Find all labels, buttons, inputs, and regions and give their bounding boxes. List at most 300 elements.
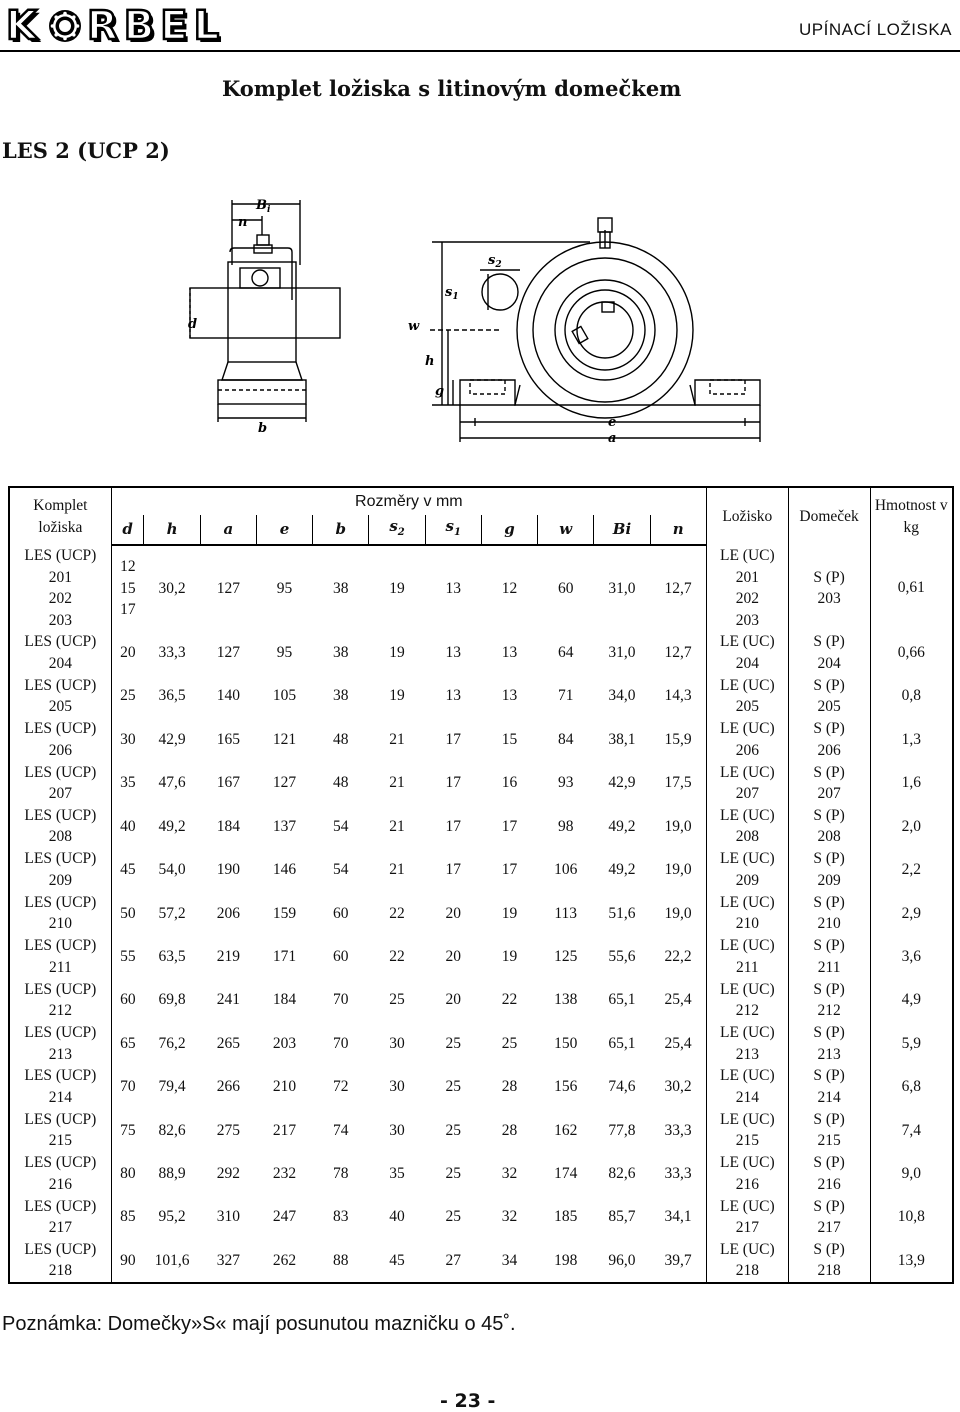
- cell-n: 25,4: [650, 1022, 706, 1065]
- cell-lozisko-line: 206: [735, 741, 759, 759]
- table-row: [9, 1109, 953, 1152]
- cell-h: 57,2: [158, 904, 186, 922]
- cell-g: 17: [501, 817, 518, 835]
- cell-h: 76,2: [158, 1034, 186, 1052]
- page-title: Komplet ložiska s litinovým domečkem: [222, 76, 682, 101]
- cell-a: 241: [216, 991, 240, 1009]
- cell-d: [111, 978, 144, 1021]
- cell-hmotnost: 2,2: [870, 848, 953, 891]
- cell-e: 184: [272, 991, 297, 1009]
- cell-w: 125: [554, 947, 578, 965]
- cell-a: 219: [216, 947, 240, 965]
- cell-n: 33,3: [650, 1152, 706, 1195]
- cell-s2: 22: [389, 904, 405, 922]
- cell-lozisko: [706, 761, 788, 804]
- cell-domecek-line: 217: [817, 1219, 841, 1237]
- cell-komplet: [9, 545, 111, 631]
- cell-domecek-line: 212: [817, 1002, 841, 1020]
- cell-n: 15,9: [650, 718, 706, 761]
- cell-lozisko-line: LE (UC): [719, 676, 775, 694]
- cell-d: [111, 674, 144, 717]
- cell-domecek-line: 206: [817, 741, 841, 759]
- cell-komplet-line: LES (UCP): [24, 893, 97, 911]
- header-domecek: Domeček: [788, 487, 870, 545]
- cell-d-line: 70: [120, 1078, 136, 1096]
- cell-d: [111, 1239, 144, 1283]
- cell-a: 127: [216, 579, 240, 597]
- cell-e: 105: [272, 687, 297, 705]
- cell-lozisko-line: 214: [735, 1088, 759, 1106]
- cell-hmotnost: 2,9: [870, 892, 953, 935]
- cell-komplet: [9, 1239, 111, 1283]
- cell-s1: 25: [445, 1078, 461, 1096]
- cell-lozisko-line: 204: [735, 654, 759, 672]
- cell-komplet-line: LES (UCP): [24, 980, 97, 998]
- cell-domecek: [788, 761, 870, 804]
- cell-w: 106: [554, 861, 578, 879]
- cell-s1: 20: [445, 991, 461, 1009]
- cell-b: 38: [333, 579, 349, 597]
- cell-h: 69,8: [158, 991, 186, 1009]
- table-row: [9, 1239, 953, 1283]
- cell-e: 203: [272, 1034, 297, 1052]
- cell-w: 174: [554, 1165, 578, 1183]
- cell-s2: 30: [389, 1078, 405, 1096]
- cell-komplet-line: 203: [48, 611, 72, 629]
- cell-d: [111, 718, 144, 761]
- cell-g: 19: [501, 904, 518, 922]
- cell-d-line: 75: [120, 1121, 136, 1139]
- table-row: [9, 848, 953, 891]
- cell-a: 165: [216, 730, 240, 748]
- label-g: g: [435, 384, 445, 399]
- cell-lozisko-line: 215: [735, 1132, 759, 1150]
- cell-d-line: 17: [120, 601, 136, 619]
- cell-s2: 19: [389, 644, 405, 661]
- cell-s2: 30: [389, 1034, 405, 1052]
- cell-h: 82,6: [158, 1121, 186, 1139]
- header-dim-s2: $s_2$: [369, 515, 425, 545]
- cell-g: 16: [501, 774, 518, 792]
- cell-domecek-line: S (P): [813, 937, 845, 955]
- cell-d: [111, 631, 144, 674]
- cell-g: 13: [501, 644, 518, 661]
- cell-w: 185: [554, 1208, 578, 1226]
- cell-Bi: 82,6: [608, 1165, 636, 1183]
- cell-komplet-line: 208: [48, 828, 72, 846]
- cell-lozisko-line: 208: [735, 828, 759, 846]
- cell-d-line: 30: [120, 730, 136, 748]
- cell-lozisko-line: LE (UC): [719, 893, 775, 911]
- cell-b: 70: [333, 991, 349, 1009]
- cell-komplet-line: 212: [48, 1002, 72, 1020]
- cell-Bi: 74,6: [608, 1078, 636, 1096]
- cell-g: 17: [501, 861, 518, 879]
- cell-a: 190: [216, 861, 240, 879]
- header-rozmery: Rozměry v mm: [111, 487, 706, 515]
- cell-d-line: 90: [120, 1251, 136, 1269]
- cell-h: 49,2: [158, 817, 186, 835]
- cell-hmotnost: 9,0: [870, 1152, 953, 1195]
- cell-b: 74: [333, 1121, 349, 1139]
- cell-lozisko: [706, 631, 788, 674]
- cell-lozisko: [706, 1109, 788, 1152]
- footnote: Poznámka: Domečky»S« mají posunutou mazničku o 45˚.: [2, 1313, 516, 1335]
- cell-e: 137: [272, 817, 297, 835]
- cell-Bi: 34,0: [608, 687, 636, 705]
- cell-s1: 25: [445, 1121, 461, 1139]
- cell-domecek: [788, 805, 870, 848]
- cell-komplet: [9, 1022, 111, 1065]
- cell-domecek-line: 208: [817, 828, 841, 846]
- cell-g: 34: [501, 1251, 518, 1269]
- cell-b: 54: [333, 817, 349, 835]
- cell-s2: 19: [389, 579, 405, 597]
- cell-lozisko: [706, 545, 788, 631]
- cell-lozisko: [706, 892, 788, 935]
- cell-d: [111, 848, 144, 891]
- cell-domecek-line: 205: [817, 698, 841, 716]
- cell-komplet-line: 209: [48, 871, 72, 889]
- cell-lozisko: [706, 805, 788, 848]
- header-rule: [0, 50, 960, 52]
- korbel-logo: K RBEL: [6, 3, 226, 49]
- cell-komplet-line: 202: [48, 590, 72, 608]
- cell-s2: 40: [389, 1208, 405, 1226]
- cell-d-line: 15: [120, 579, 136, 597]
- cell-komplet-line: 205: [48, 698, 72, 716]
- cell-komplet-line: 216: [48, 1175, 72, 1193]
- cell-domecek: [788, 545, 870, 631]
- cell-komplet: [9, 718, 111, 761]
- table-row: [9, 805, 953, 848]
- cell-komplet-line: LES (UCP): [24, 850, 97, 868]
- cell-Bi: 96,0: [608, 1251, 636, 1269]
- cell-h: 95,2: [158, 1208, 186, 1226]
- cell-d: [111, 1022, 144, 1065]
- header-dim-b: b: [313, 515, 369, 545]
- cell-s1: 17: [445, 730, 461, 748]
- cell-lozisko: [706, 978, 788, 1021]
- table-row: [9, 1196, 953, 1239]
- cell-w: 138: [554, 991, 578, 1009]
- cell-domecek-line: S (P): [813, 893, 845, 911]
- cell-a: 327: [216, 1251, 240, 1269]
- cell-komplet: [9, 805, 111, 848]
- table-row: [9, 892, 953, 935]
- table-row: [9, 935, 953, 978]
- cell-d-line: 55: [120, 947, 136, 965]
- cell-s2: 21: [389, 817, 405, 835]
- cell-domecek-line: 203: [817, 590, 841, 608]
- cell-s2: 19: [389, 687, 405, 705]
- page-number: - 23 -: [440, 1390, 496, 1412]
- label-n: n: [238, 215, 248, 230]
- cell-domecek-line: 207: [817, 785, 841, 803]
- cell-Bi: 51,6: [608, 904, 636, 922]
- cell-lozisko-line: 218: [735, 1262, 759, 1280]
- cell-Bi: 55,6: [608, 947, 636, 965]
- cell-lozisko-line: 210: [735, 915, 759, 933]
- cell-Bi: 42,9: [608, 774, 636, 792]
- cell-domecek: [788, 718, 870, 761]
- cell-g: 32: [501, 1208, 518, 1226]
- cell-w: 156: [554, 1078, 578, 1096]
- label-s2: $s_2$: [488, 253, 502, 270]
- cell-komplet: [9, 674, 111, 717]
- cell-n: 19,0: [650, 805, 706, 848]
- cell-lozisko-line: 213: [735, 1045, 759, 1063]
- cell-d: [111, 1109, 144, 1152]
- cell-hmotnost: 0,8: [870, 674, 953, 717]
- cell-Bi: 49,2: [608, 817, 636, 835]
- header-dim-Bi: Bi: [594, 515, 650, 545]
- cell-d: [111, 545, 144, 631]
- cell-lozisko-line: LE (UC): [719, 633, 775, 651]
- cell-w: 84: [557, 730, 574, 748]
- cell-komplet-line: 207: [48, 785, 72, 803]
- cell-komplet-line: 206: [48, 741, 72, 759]
- cell-domecek-line: S (P): [813, 980, 845, 998]
- cell-d: [111, 1065, 144, 1108]
- cell-h: 54,0: [158, 861, 186, 879]
- cell-s2: 25: [389, 991, 405, 1009]
- cell-w: 113: [554, 904, 578, 922]
- label-b: b: [258, 421, 268, 436]
- cell-hmotnost: 6,8: [870, 1065, 953, 1108]
- cell-komplet-line: 217: [48, 1219, 72, 1237]
- cell-a: 275: [216, 1121, 240, 1139]
- cell-domecek-line: S (P): [813, 763, 845, 781]
- cell-komplet-line: LES (UCP): [24, 1067, 97, 1085]
- cell-komplet-line: LES (UCP): [24, 676, 97, 694]
- cell-domecek: [788, 1065, 870, 1108]
- cell-komplet: [9, 978, 111, 1021]
- cell-n: 12,7: [650, 631, 706, 674]
- cell-domecek-line: S (P): [813, 676, 845, 694]
- cell-komplet: [9, 631, 111, 674]
- cell-komplet-line: 204: [48, 654, 72, 672]
- table-row: [9, 1065, 953, 1108]
- header-dim-s1: $s_1$: [425, 515, 481, 545]
- cell-n: 12,7: [650, 545, 706, 631]
- cell-komplet-line: 214: [48, 1088, 72, 1106]
- cell-domecek: [788, 978, 870, 1021]
- cell-b: 88: [333, 1251, 349, 1269]
- cell-Bi: 77,8: [608, 1121, 636, 1139]
- cell-hmotnost: 1,6: [870, 761, 953, 804]
- label-s1: $s_1$: [445, 285, 459, 302]
- cell-e: 127: [272, 774, 297, 792]
- header-dim-h: h: [144, 515, 200, 545]
- cell-Bi: 65,1: [608, 1034, 636, 1052]
- cell-d-line: 65: [120, 1034, 136, 1052]
- cell-komplet: [9, 761, 111, 804]
- dimension-table: [8, 486, 954, 1284]
- cell-komplet-line: LES (UCP): [24, 547, 97, 565]
- cell-hmotnost: 1,3: [870, 718, 953, 761]
- cell-lozisko: [706, 718, 788, 761]
- cell-h: 63,5: [158, 947, 186, 965]
- cell-s2: 21: [389, 861, 405, 879]
- cell-g: 15: [501, 730, 518, 748]
- cell-lozisko-line: LE (UC): [719, 1110, 775, 1128]
- cell-s1: 17: [445, 861, 461, 879]
- cell-n: 34,1: [650, 1196, 706, 1239]
- cell-b: 60: [333, 947, 349, 965]
- cell-komplet: [9, 892, 111, 935]
- table-row: [9, 1152, 953, 1195]
- cell-komplet-line: 211: [49, 958, 72, 976]
- cell-domecek-line: 210: [817, 915, 841, 933]
- cell-d-line: 25: [120, 687, 136, 705]
- cell-lozisko-line: LE (UC): [719, 547, 775, 565]
- cell-lozisko: [706, 674, 788, 717]
- bearing-housing-drawing: [170, 190, 790, 460]
- cell-d-line: 60: [120, 991, 136, 1009]
- cell-domecek-line: S (P): [813, 850, 845, 868]
- cell-domecek-line: S (P): [813, 633, 845, 651]
- cell-lozisko-line: 203: [735, 611, 759, 629]
- cell-d-line: 12: [120, 558, 136, 576]
- cell-lozisko-line: 212: [735, 1002, 759, 1020]
- label-h: h: [425, 354, 435, 369]
- cell-lozisko-line: LE (UC): [719, 806, 775, 824]
- cell-domecek-line: 213: [817, 1045, 841, 1063]
- cell-lozisko: [706, 1239, 788, 1283]
- cell-komplet-line: LES (UCP): [24, 1240, 97, 1258]
- cell-w: 60: [557, 579, 574, 597]
- cell-lozisko-line: LE (UC): [719, 980, 775, 998]
- header-komplet: Komplet ložiska: [9, 487, 111, 545]
- cell-n: 30,2: [650, 1065, 706, 1108]
- cell-lozisko: [706, 1022, 788, 1065]
- cell-domecek: [788, 1196, 870, 1239]
- cell-lozisko: [706, 848, 788, 891]
- cell-a: 167: [216, 774, 240, 792]
- cell-domecek: [788, 1022, 870, 1065]
- cell-n: 17,5: [650, 761, 706, 804]
- cell-domecek-line: S (P): [813, 720, 845, 738]
- cell-g: 28: [501, 1078, 518, 1096]
- label-w: w: [408, 319, 420, 334]
- cell-komplet-line: 210: [48, 915, 72, 933]
- cell-lozisko: [706, 935, 788, 978]
- cell-b: 38: [333, 644, 349, 661]
- label-d: d: [188, 317, 198, 332]
- table-row: [9, 718, 953, 761]
- cell-d-line: 80: [120, 1165, 136, 1183]
- cell-hmotnost: 7,4: [870, 1109, 953, 1152]
- cell-e: 159: [272, 904, 297, 922]
- cell-lozisko-line: LE (UC): [719, 937, 775, 955]
- cell-s2: 35: [389, 1165, 405, 1183]
- cell-w: 64: [557, 644, 574, 661]
- cell-n: 39,7: [650, 1239, 706, 1283]
- cell-Bi: 65,1: [608, 991, 636, 1009]
- cell-a: 184: [216, 817, 240, 835]
- cell-n: 19,0: [650, 848, 706, 891]
- header-dim-e: e: [256, 515, 312, 545]
- cell-lozisko-line: 205: [735, 698, 759, 716]
- cell-e: 171: [272, 947, 297, 965]
- cell-lozisko-line: 202: [735, 590, 759, 608]
- cell-domecek: [788, 674, 870, 717]
- cell-lozisko-line: 211: [735, 958, 759, 976]
- cell-e: 95: [276, 579, 293, 597]
- cell-lozisko-line: 217: [735, 1219, 759, 1237]
- cell-komplet-line: 213: [48, 1045, 72, 1063]
- cell-komplet-line: LES (UCP): [24, 633, 97, 651]
- dimension-table-wrapper: [8, 486, 954, 1284]
- cell-d: [111, 805, 144, 848]
- cell-komplet-line: 215: [48, 1132, 72, 1150]
- table-row: [9, 674, 953, 717]
- cell-e: 232: [272, 1165, 297, 1183]
- cell-g: 12: [501, 579, 518, 597]
- label-e: e: [608, 415, 617, 430]
- cell-b: 60: [333, 904, 349, 922]
- cell-s1: 25: [445, 1165, 461, 1183]
- cell-e: 217: [272, 1121, 297, 1139]
- cell-komplet-line: LES (UCP): [24, 937, 97, 955]
- cell-lozisko-line: LE (UC): [719, 1154, 775, 1172]
- cell-w: 93: [557, 774, 574, 792]
- cell-h: 33,3: [158, 644, 186, 661]
- header-dim-d: d: [111, 515, 144, 545]
- cell-Bi: 38,1: [608, 730, 636, 748]
- cell-b: 78: [333, 1165, 349, 1183]
- cell-b: 83: [333, 1208, 349, 1226]
- cell-Bi: 85,7: [608, 1208, 636, 1226]
- header-dim-a: a: [200, 515, 256, 545]
- cell-b: 38: [333, 687, 349, 705]
- label-a: a: [608, 431, 617, 446]
- cell-domecek: [788, 848, 870, 891]
- cell-domecek-line: 218: [817, 1262, 841, 1280]
- cell-komplet: [9, 848, 111, 891]
- cell-domecek-line: 204: [817, 654, 841, 672]
- cell-g: 28: [501, 1121, 518, 1139]
- cell-w: 71: [557, 687, 574, 705]
- cell-h: 79,4: [158, 1078, 186, 1096]
- cell-lozisko-line: LE (UC): [719, 1067, 775, 1085]
- cell-hmotnost: 0,61: [870, 545, 953, 631]
- cell-domecek-line: 211: [817, 958, 841, 976]
- cell-e: 210: [272, 1078, 297, 1096]
- cell-komplet-line: LES (UCP): [24, 1110, 97, 1128]
- cell-lozisko-line: LE (UC): [719, 1024, 775, 1042]
- product-subtitle: LES 2 (UCP 2): [2, 138, 170, 163]
- cell-s1: 13: [445, 644, 461, 661]
- table-row: [9, 1022, 953, 1065]
- cell-e: 121: [272, 730, 297, 748]
- cell-lozisko-line: LE (UC): [719, 763, 775, 781]
- cell-w: 98: [557, 817, 574, 835]
- cell-d-line: 40: [120, 817, 136, 835]
- cell-b: 48: [333, 730, 349, 748]
- cell-domecek: [788, 1152, 870, 1195]
- cell-s2: 22: [389, 947, 405, 965]
- cell-lozisko-line: LE (UC): [719, 720, 775, 738]
- cell-s1: 13: [445, 579, 461, 597]
- label-Bi: $B_i$: [256, 198, 271, 215]
- cell-w: 198: [554, 1251, 578, 1269]
- header-dim-w: w: [538, 515, 594, 545]
- cell-lozisko-line: 209: [735, 871, 759, 889]
- cell-b: 54: [333, 861, 349, 879]
- cell-komplet-line: 218: [48, 1262, 72, 1280]
